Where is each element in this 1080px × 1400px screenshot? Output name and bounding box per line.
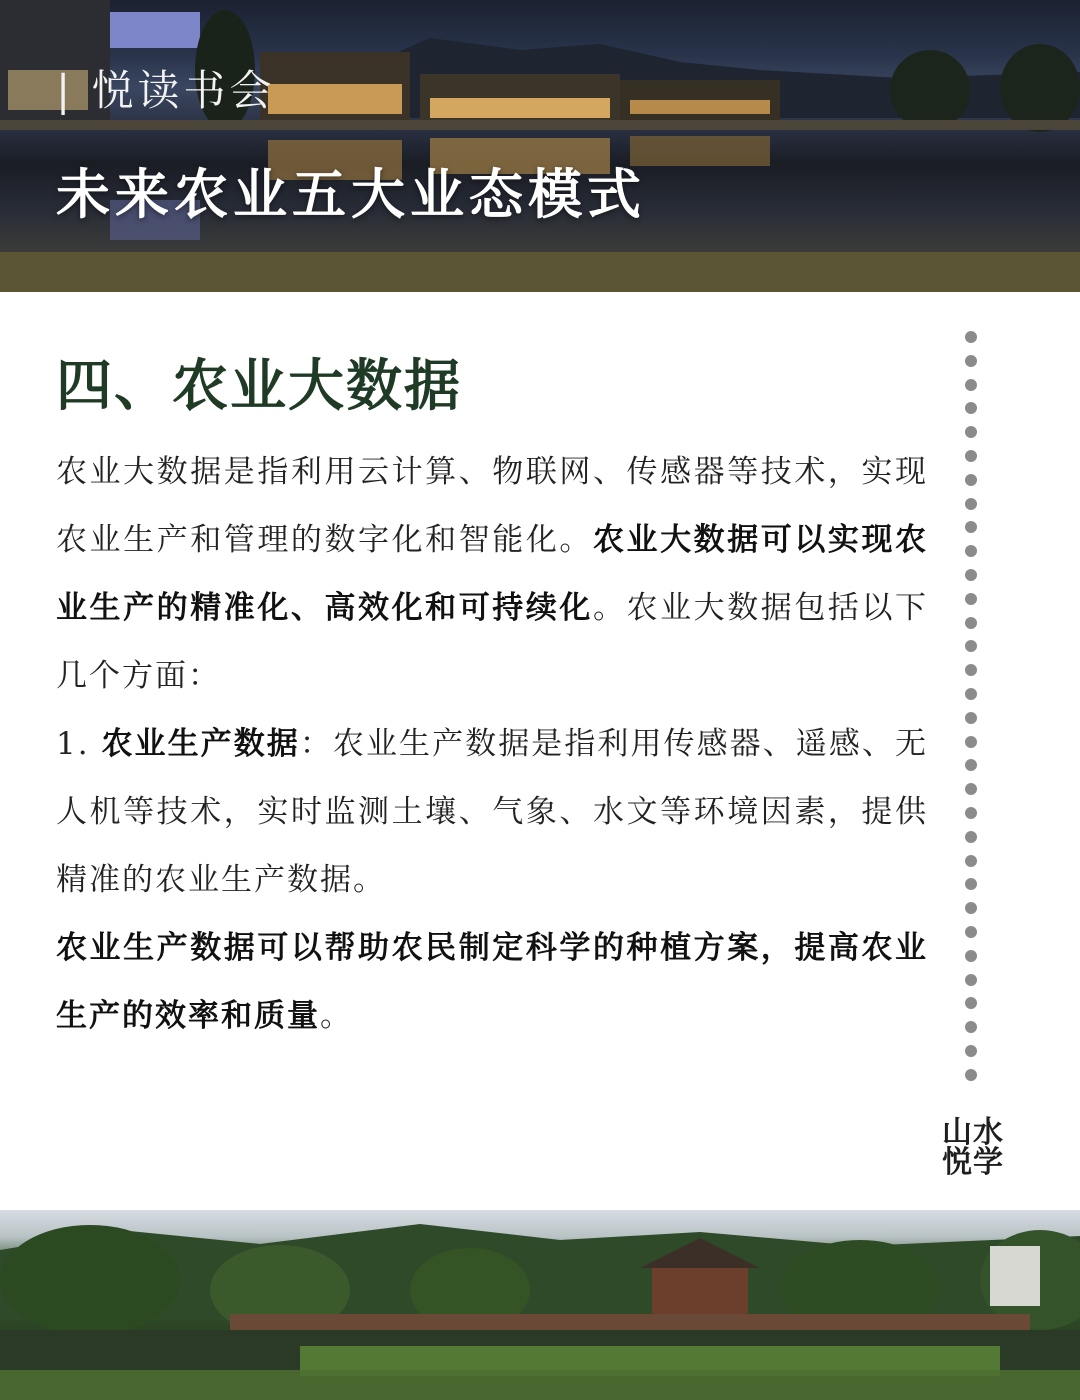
section-heading: 四、农业大数据	[56, 353, 462, 419]
divider-dot	[965, 926, 977, 938]
night-lake-photo	[0, 0, 1080, 292]
divider-dot	[965, 379, 977, 391]
divider-dot	[965, 355, 977, 367]
divider-dot	[965, 688, 977, 700]
item-text: ：农业生产数据是指利用传感器、遥感、无人机等技术，实时监测土壤、气象、水文等环境因素，提供精准的农业生产数据。	[56, 726, 928, 898]
article-body	[56, 438, 928, 1050]
conclusion-tail: 。	[320, 998, 353, 1034]
divider-dot	[965, 736, 977, 748]
page-title: 未来农业五大业态模式	[56, 162, 646, 226]
divider-dot	[965, 664, 977, 676]
column-tag: | 悦读书会	[56, 66, 276, 115]
divider-dot	[965, 807, 977, 819]
divider-dot	[965, 902, 977, 914]
divider-dot	[965, 950, 977, 962]
article	[56, 340, 928, 1050]
intro-text: 农业大数据是指利用云计算、物联网、传感器等技术，实现农业生产和管理的数字化和智能化。	[56, 454, 928, 558]
divider-dot	[965, 974, 977, 986]
divider-dot	[965, 593, 977, 605]
divider-dot	[965, 712, 977, 724]
item-number: 1.	[56, 726, 102, 762]
divider-dot	[965, 331, 977, 343]
brand-logo	[935, 1115, 1011, 1180]
conclusion-emphasis: 农业生产数据可以帮助农民制定科学的种植方案，提高农业生产的效率和质量	[56, 930, 928, 1034]
divider-dot	[965, 831, 977, 843]
garden-pavilion-photo	[0, 1210, 1080, 1400]
divider-dot	[965, 617, 977, 629]
divider-dot	[965, 521, 977, 533]
footer-banner	[0, 1210, 1080, 1400]
divider-dot	[965, 997, 977, 1009]
divider-dot	[965, 1069, 977, 1081]
item-title: 农业生产数据	[101, 726, 300, 762]
divider-dot	[965, 855, 977, 867]
divider-dot	[965, 1045, 977, 1057]
dotted-divider	[965, 331, 979, 1093]
divider-dot	[965, 878, 977, 890]
paragraph-item-1	[56, 710, 928, 914]
paragraph-conclusion	[56, 914, 928, 1050]
divider-dot	[965, 640, 977, 652]
divider-dot	[965, 474, 977, 486]
divider-dot	[965, 402, 977, 414]
divider-dot	[965, 450, 977, 462]
divider-dot	[965, 1021, 977, 1033]
logo-line-1: 山水	[942, 1115, 1004, 1150]
logo-line-2: 悦学	[942, 1145, 1004, 1180]
header-banner	[0, 0, 1080, 292]
paragraph-intro	[56, 438, 928, 710]
divider-dot	[965, 498, 977, 510]
divider-dot	[965, 426, 977, 438]
divider-dot	[965, 783, 977, 795]
intro-tail: 。农业大数据包括以下几个方面：	[56, 590, 929, 694]
divider-dot	[965, 759, 977, 771]
divider-dot	[965, 545, 977, 557]
intro-emphasis: 农业大数据可以实现农业生产的精准化、高效化和可持续化	[56, 522, 929, 626]
divider-dot	[965, 569, 977, 581]
